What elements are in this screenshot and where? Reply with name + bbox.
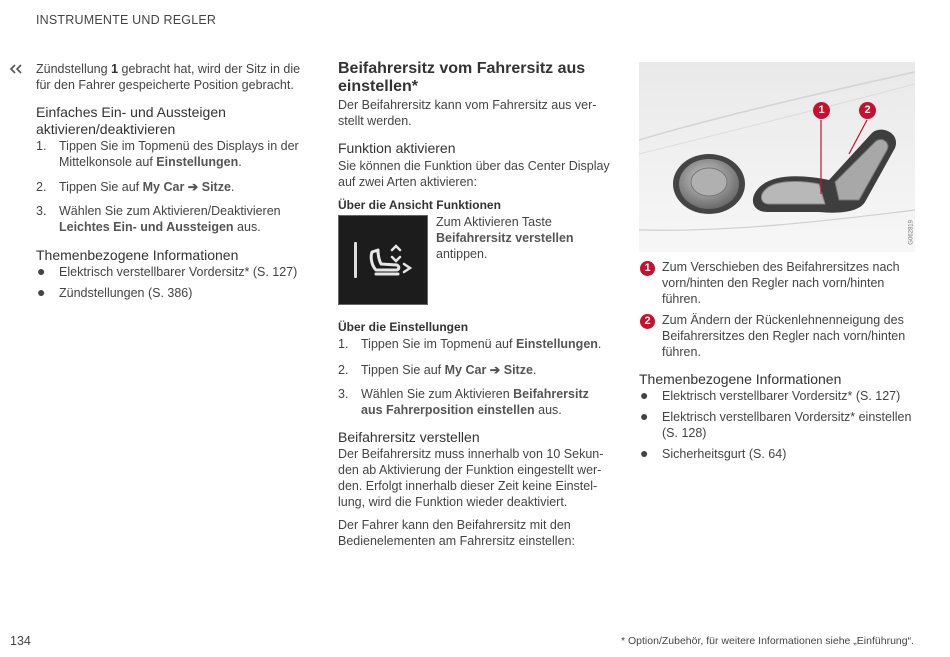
driver-text: Der Fahrer kann den Beifahrersitz mit den Bedienelementen am Fahrersitz einstellen: xyxy=(338,518,575,548)
callout-badge-1: 1 xyxy=(640,261,655,276)
list-item: 1 Zum Verschieben des Beifahrersitzes nach vorn/hinten den Regler nach vorn/hinten führen. xyxy=(639,259,919,307)
page-title: Beifahrersitz vom Fahrersitz aus einstellen* xyxy=(338,60,586,95)
seat-adjust-icon xyxy=(366,238,414,284)
passenger-seat-button[interactable] xyxy=(338,215,428,305)
list-item: 1. Tippen Sie im Topmenü des Displays in der Mittelkonsole auf Einstellungen. xyxy=(36,139,299,169)
arrow-right-icon: ➔ xyxy=(486,363,504,377)
list-item[interactable]: ● Elektrisch verstellbarer Vordersitz* (S. 127) xyxy=(640,387,901,403)
adjust-text: Der Beifahrersitz muss innerhalb von 10 Sekun- den ab Aktivierung der Funktion eingestellt wer- den. Erfolgt innerhalb dieser Zeit keine Einstel- lung, wird die Funktion wieder deaktiviert. xyxy=(338,447,604,509)
related-info-heading: Themenbezogene Informationen xyxy=(639,371,842,387)
intro-text: Der Beifahrersitz kann vom Fahrersitz aus ver- stellt werden. xyxy=(338,98,597,128)
list-item[interactable]: ● Sicherheitsgurt (S. 64) xyxy=(640,445,787,461)
activate-text: Sie können die Funktion über das Center Display auf zwei Arten aktivieren: xyxy=(338,159,610,189)
subheading-functions-view: Über die Ansicht Funktionen xyxy=(338,198,501,212)
list-item: 1. Tippen Sie im Topmenü auf Einstellungen. xyxy=(338,337,602,351)
section-heading-adjust: Beifahrersitz verstellen xyxy=(338,429,480,445)
related-info-heading: Themenbezogene Informationen xyxy=(36,247,239,263)
seat-controls-illustration xyxy=(639,62,915,252)
list-item[interactable]: ● Elektrisch verstellbarer Vordersitz* (S. 127) xyxy=(37,263,298,279)
intro-text: Zündstellung 1 gebracht hat, wird der Sitz in die für den Fahrer gespeicherte Position gebracht. xyxy=(36,62,301,92)
footnote: * Option/Zubehör, für weitere Informationen siehe „Einführung“. xyxy=(621,635,914,647)
list-item: 2. Tippen Sie auf My Car ➔ Sitze. xyxy=(338,363,537,377)
list-item[interactable]: ● Zündstellungen (S. 386) xyxy=(37,284,193,300)
page-header: INSTRUMENTE UND REGLER xyxy=(36,13,217,27)
image-code: G062819 xyxy=(909,220,915,245)
double-chevron-left-icon[interactable] xyxy=(9,61,23,71)
list-item: 3. Wählen Sie zum Aktivieren Beifahrersitz aus Fahrerposition einstellen aus. xyxy=(338,387,589,417)
section-heading-activate: Funktion aktivieren xyxy=(338,140,456,156)
list-item: 2 Zum Ändern der Rückenlehnenneigung des Beifahrersitzes den Regler nach vorn/hinten führen. xyxy=(639,312,919,360)
section-heading-easy-entry: Einfaches Ein- und Aussteigen aktivieren/deaktivieren xyxy=(36,104,226,137)
list-item: 3. Wählen Sie zum Aktivieren/Deaktivieren Leichtes Ein- und Aussteigen aus. xyxy=(36,204,281,234)
arrow-right-icon: ➔ xyxy=(184,180,202,194)
step-list xyxy=(338,336,618,418)
subheading-settings: Über die Einstellungen xyxy=(338,320,469,334)
related-list xyxy=(36,264,326,301)
callout-badge-1: 1 xyxy=(813,102,830,119)
functions-view-text: Zum Aktivieren Taste Beifahrersitz verstellen antippen. xyxy=(436,215,574,261)
callout-badge-2: 2 xyxy=(640,314,655,329)
page-number: 134 xyxy=(10,634,31,648)
indicator-bar xyxy=(354,242,357,278)
related-list xyxy=(639,388,929,462)
callout-list xyxy=(639,259,919,360)
step-list xyxy=(36,138,316,235)
callout-badge-2: 2 xyxy=(859,102,876,119)
list-item[interactable]: ● Elektrisch verstellbaren Vordersitz* einstellen (S. 128) xyxy=(640,408,912,440)
list-item: 2. Tippen Sie auf My Car ➔ Sitze. xyxy=(36,180,235,194)
